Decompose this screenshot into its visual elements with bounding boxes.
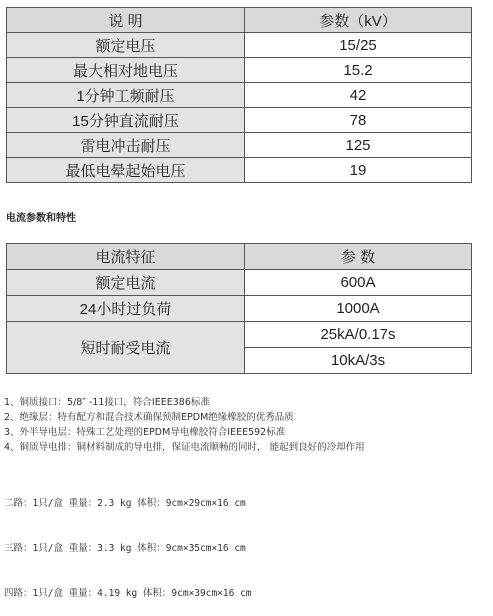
note-item: 1、铜质接口：5/8″ -11接口，符合IEEE386标准 <box>4 397 210 408</box>
row-value: 1000A <box>245 296 472 322</box>
note-item: 3、外半导电层：特殊工艺处理的EPDM导电橡胶符合IEEE592标准 <box>4 427 286 438</box>
row-value: 42 <box>245 83 472 108</box>
table-row <box>7 270 472 296</box>
packaging-line: 四路：1只/盒 重量：4.19 kg 体积：9cm×39cm×16 cm <box>4 588 252 599</box>
table-row <box>7 296 472 322</box>
row-value: 25kA/0.17s <box>245 322 472 348</box>
row-value: 15.2 <box>245 58 472 83</box>
table-header-row <box>7 8 472 33</box>
feature-notes <box>4 395 365 455</box>
packaging-line: 三路：1只/盒 重量：3.3 kg 体积：9cm×35cm×16 cm <box>4 543 246 554</box>
table-header-row <box>7 244 472 270</box>
row-label: 额定电压 <box>7 33 245 58</box>
table-row <box>7 33 472 58</box>
row-value: 10kA/3s <box>245 348 472 374</box>
note-item: 4、铜质导电排：铜材料制成的导电排，保证电流顺畅的同时， 能起到良好的冷却作用 <box>4 442 365 453</box>
short-time-current-label: 短时耐受电流 <box>7 322 245 374</box>
row-value: 125 <box>245 133 472 158</box>
table-row <box>7 158 472 183</box>
table-row <box>7 58 472 83</box>
header-parameter-kv: 参数（kV） <box>245 8 472 33</box>
header-description: 说 明 <box>7 8 245 33</box>
packaging-info <box>4 466 252 616</box>
row-value: 19 <box>245 158 472 183</box>
table-row <box>7 322 472 348</box>
header-parameter: 参 数 <box>245 244 472 270</box>
table-row <box>7 133 472 158</box>
row-value: 15/25 <box>245 33 472 58</box>
section-title: 电流参数和特性 <box>6 213 76 224</box>
row-label: 最低电晕起始电压 <box>7 158 245 183</box>
note-item: 2、绝缘层：特有配方和混合技术确保预制EPDM绝缘橡胶的优秀品质 <box>4 412 294 423</box>
table-row <box>7 83 472 108</box>
row-label: 15分钟直流耐压 <box>7 108 245 133</box>
voltage-parameter-table <box>6 7 472 183</box>
row-label: 最大相对地电压 <box>7 58 245 83</box>
row-label: 24小时过负荷 <box>7 296 245 322</box>
row-label: 额定电流 <box>7 270 245 296</box>
table-row <box>7 108 472 133</box>
row-value: 600A <box>245 270 472 296</box>
packaging-line: 二路：1只/盒 重量：2.3 kg 体积：9cm×29cm×16 cm <box>4 498 246 509</box>
row-label: 雷电冲击耐压 <box>7 133 245 158</box>
row-value: 78 <box>245 108 472 133</box>
header-current-feature: 电流特征 <box>7 244 245 270</box>
row-label: 1分钟工频耐压 <box>7 83 245 108</box>
current-parameter-table <box>6 243 472 374</box>
